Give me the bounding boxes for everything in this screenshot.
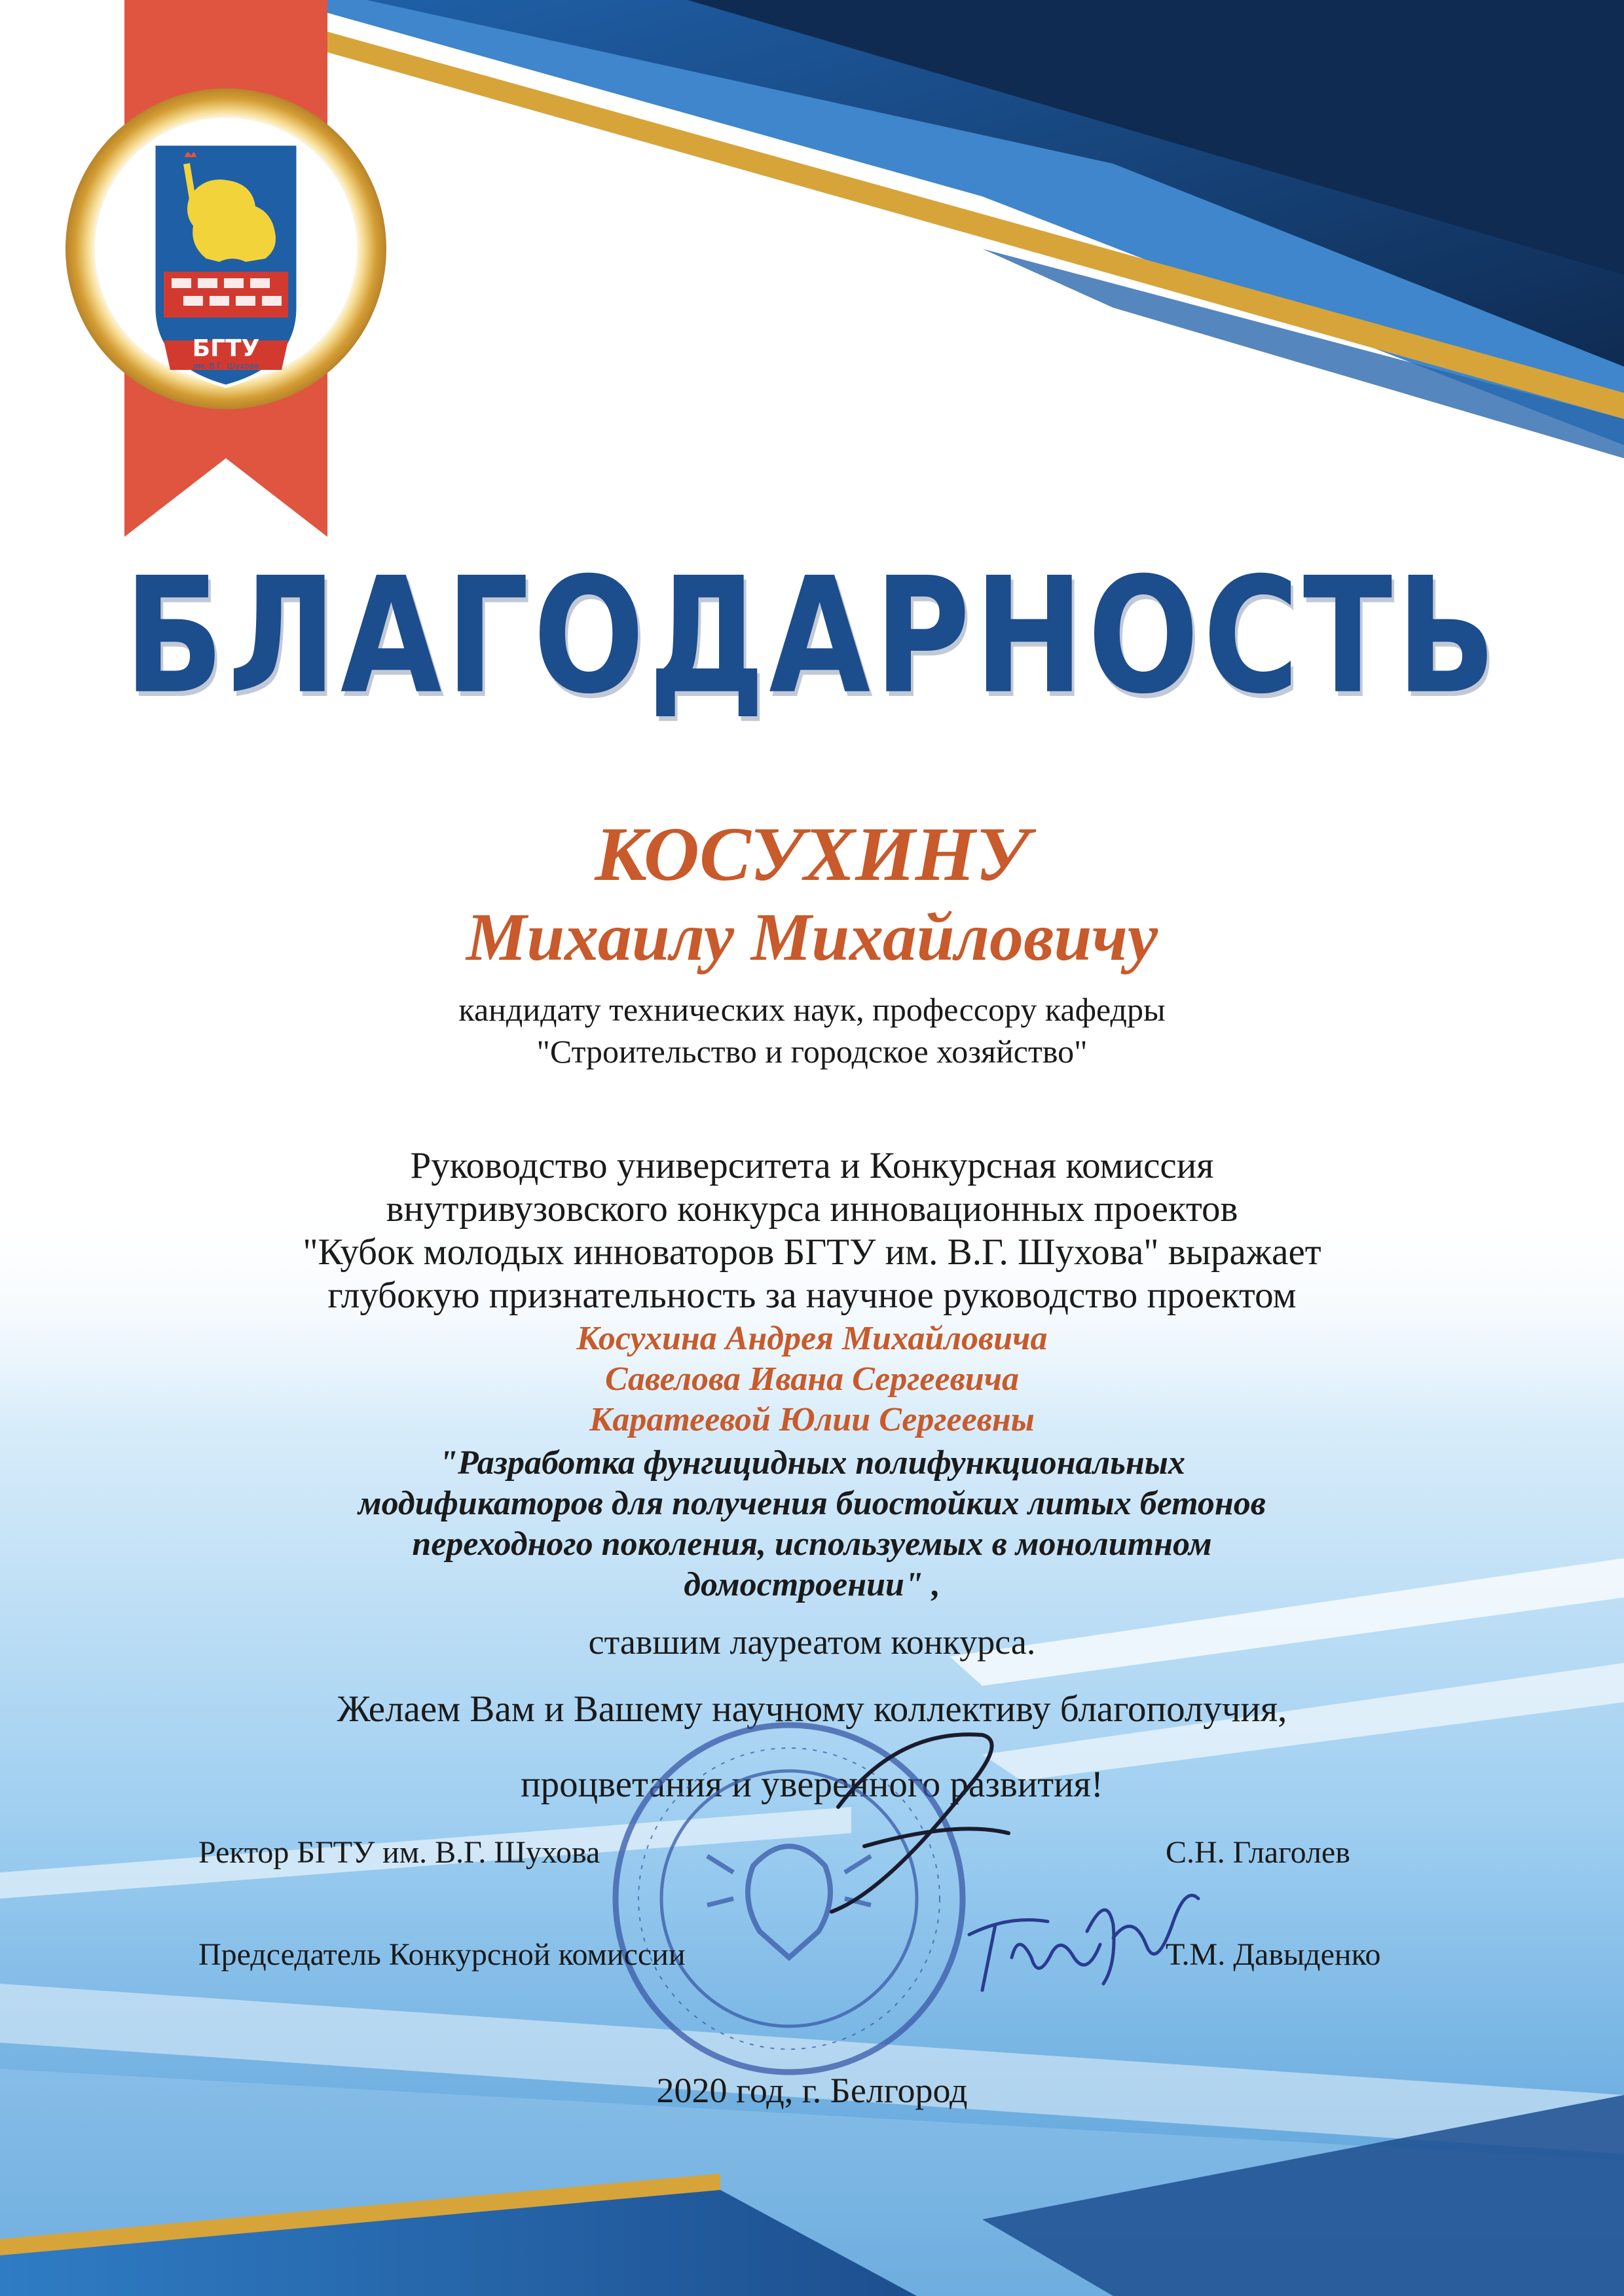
recipient-position (0, 989, 1624, 1072)
footer-date-place: 2020 год, г. Белгород (656, 2071, 968, 2110)
recipient-name: Михаилу Михайловичу (466, 900, 1158, 975)
team-list (0, 1319, 1624, 1440)
body-line: глубокую признательность за научное руководство проектом (327, 1275, 1297, 1316)
project-line: переходного поколения, используемых в монолитном (412, 1525, 1212, 1563)
body-line: Руководство университета и Конкурсная комиссия (410, 1145, 1214, 1186)
badge-abbr: БГТУ (192, 335, 260, 362)
signature-name-rector: С.Н. Глаголев (1166, 1835, 1350, 1870)
team-member: Каратеевой Юлии Сергеевны (589, 1401, 1035, 1438)
position-line: "Строительство и городское хозяйство" (536, 1033, 1088, 1070)
project-line: "Разработка фунгицидных полифункциональных (439, 1444, 1185, 1482)
project-line: модификаторов для получения биостойких литых бетонов (358, 1485, 1266, 1522)
project-line: домостроении" , (684, 1566, 940, 1603)
project-title (223, 1443, 1401, 1605)
team-member: Савелова Ивана Сергеевича (604, 1360, 1020, 1398)
body-line: внутривузовского конкурса инновационных проектов (386, 1188, 1238, 1230)
wish-line-1: Желаем Вам и Вашему научному коллективу благополучия, (337, 1688, 1287, 1730)
laureate-text: ставшим лауреатом конкурса. (588, 1622, 1036, 1662)
signature-role-rector: Ректор БГТУ им. В.Г. Шухова (198, 1835, 600, 1870)
body-line: "Кубок молодых инноваторов БГТУ им. В.Г. Шухова" выражает (303, 1231, 1321, 1273)
wish-line-2: процветания и уверенного развития! (521, 1764, 1103, 1805)
team-member: Косухина Андрея Михайловича (576, 1320, 1048, 1357)
gratitude-text (0, 1144, 1624, 1317)
badge-sub: им. В.Г. Шухова (193, 361, 259, 371)
certificate-title: БЛАГОДАРНОСТЬ (124, 543, 1500, 730)
signature-name-chairman: Т.М. Давыденко (1166, 1937, 1381, 1972)
position-line: кандидату технических наук, профессору кафедры (458, 991, 1166, 1028)
recipient-surname: КОСУХИНУ (595, 811, 1029, 897)
signature-role-chairman: Председатель Конкурсной комиссии (198, 1937, 686, 1972)
